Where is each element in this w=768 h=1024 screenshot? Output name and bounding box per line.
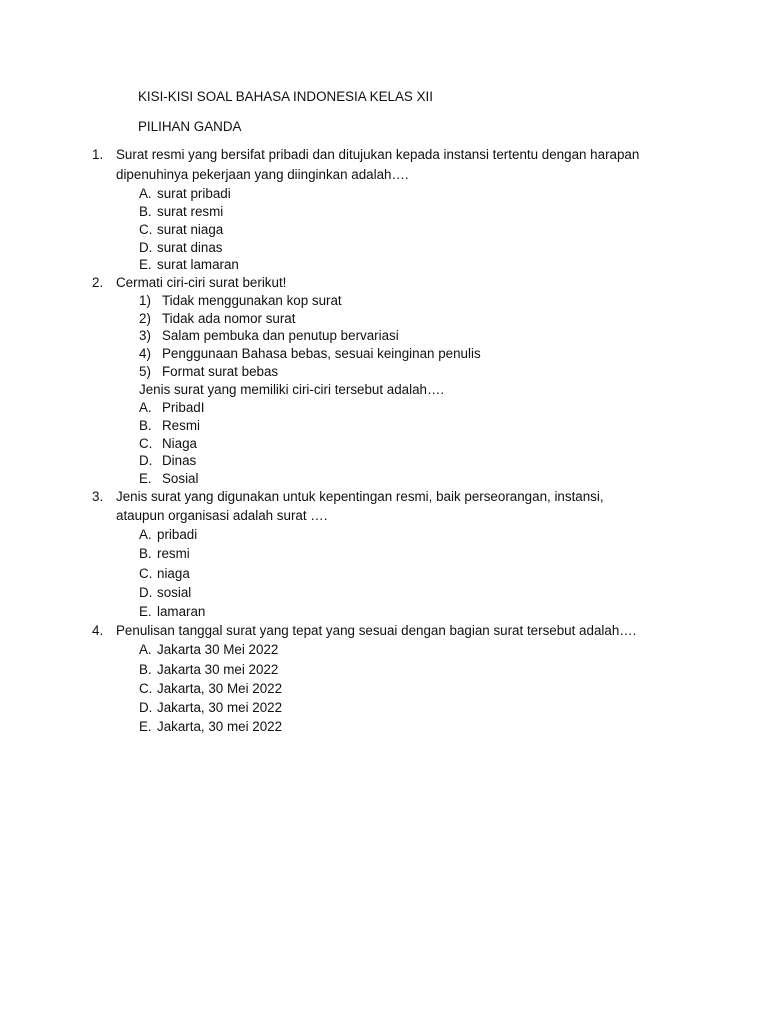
option-letter: C. bbox=[139, 436, 153, 451]
list-item-text: Tidak menggunakan kop surat bbox=[162, 293, 342, 308]
list-item-text: Tidak ada nomor surat bbox=[162, 311, 296, 326]
option-text: Sosial bbox=[162, 471, 199, 486]
list-item-number: 4) bbox=[139, 346, 151, 361]
option-text: lamaran bbox=[157, 604, 206, 619]
option-letter: D. bbox=[139, 585, 153, 600]
option-text: surat pribadi bbox=[157, 186, 231, 201]
list-item-number: 2) bbox=[139, 311, 151, 326]
option-letter: E. bbox=[139, 604, 152, 619]
option-letter: D. bbox=[139, 240, 153, 255]
option-letter: B. bbox=[139, 546, 152, 561]
question-number: 2. bbox=[92, 275, 104, 290]
question-text-line: dipenuhinya pekerjaan yang diinginkan adalah…. bbox=[116, 167, 409, 182]
question-text-line: Penulisan tanggal surat yang tepat yang sesuai dengan bagian surat tersebut adalah…. bbox=[116, 623, 637, 638]
list-item-number: 5) bbox=[139, 364, 151, 379]
option-letter: C. bbox=[139, 566, 153, 581]
option-text: Resmi bbox=[162, 418, 200, 433]
option-letter: C. bbox=[139, 681, 153, 696]
section-heading: PILIHAN GANDA bbox=[138, 119, 242, 134]
option-text: Jakarta 30 Mei 2022 bbox=[157, 642, 279, 657]
option-letter: A. bbox=[139, 642, 152, 657]
option-letter: D. bbox=[139, 453, 153, 468]
option-text: PribadI bbox=[162, 400, 205, 415]
option-letter: A. bbox=[139, 186, 152, 201]
option-text: Jakarta, 30 mei 2022 bbox=[157, 719, 283, 734]
option-letter: A. bbox=[139, 400, 152, 415]
option-text: niaga bbox=[157, 566, 190, 581]
list-item-number: 1) bbox=[139, 293, 151, 308]
option-letter: E. bbox=[139, 471, 152, 486]
question-number: 1. bbox=[92, 147, 104, 162]
list-item-number: 3) bbox=[139, 328, 151, 343]
option-text: pribadi bbox=[157, 527, 198, 542]
option-text: surat lamaran bbox=[157, 257, 239, 272]
document-title: KISI-KISI SOAL BAHASA INDONESIA KELAS XII bbox=[138, 89, 433, 104]
question-text-line: Jenis surat yang memiliki ciri-ciri tersebut adalah…. bbox=[139, 382, 445, 397]
option-letter: E. bbox=[139, 257, 152, 272]
question-text-line: Cermati ciri-ciri surat berikut! bbox=[116, 275, 287, 290]
option-letter: B. bbox=[139, 662, 152, 677]
option-text: Niaga bbox=[162, 436, 197, 451]
option-letter: A. bbox=[139, 527, 152, 542]
list-item-text: Salam pembuka dan penutup bervariasi bbox=[162, 328, 399, 343]
option-letter: C. bbox=[139, 222, 153, 237]
option-letter: B. bbox=[139, 204, 152, 219]
option-letter: E. bbox=[139, 719, 152, 734]
question-number: 3. bbox=[92, 489, 104, 504]
list-item-text: Format surat bebas bbox=[162, 364, 279, 379]
option-letter: B. bbox=[139, 418, 152, 433]
option-text: surat niaga bbox=[157, 222, 224, 237]
question-number: 4. bbox=[92, 623, 104, 638]
question-text-line: ataupun organisasi adalah surat …. bbox=[116, 508, 328, 523]
option-text: Jakarta, 30 Mei 2022 bbox=[157, 681, 283, 696]
option-text: sosial bbox=[157, 585, 192, 600]
list-item-text: Penggunaan Bahasa bebas, sesuai keinginan penulis bbox=[162, 346, 481, 361]
option-letter: D. bbox=[139, 700, 153, 715]
option-text: Dinas bbox=[162, 453, 197, 468]
option-text: surat resmi bbox=[157, 204, 224, 219]
option-text: Jakarta, 30 mei 2022 bbox=[157, 700, 283, 715]
option-text: surat dinas bbox=[157, 240, 223, 255]
option-text: resmi bbox=[157, 546, 190, 561]
question-text-line: Jenis surat yang digunakan untuk kepentingan resmi, baik perseorangan, instansi, bbox=[116, 489, 604, 504]
question-text-line: Surat resmi yang bersifat pribadi dan ditujukan kepada instansi tertentu dengan harapan bbox=[116, 147, 640, 162]
option-text: Jakarta 30 mei 2022 bbox=[157, 662, 279, 677]
